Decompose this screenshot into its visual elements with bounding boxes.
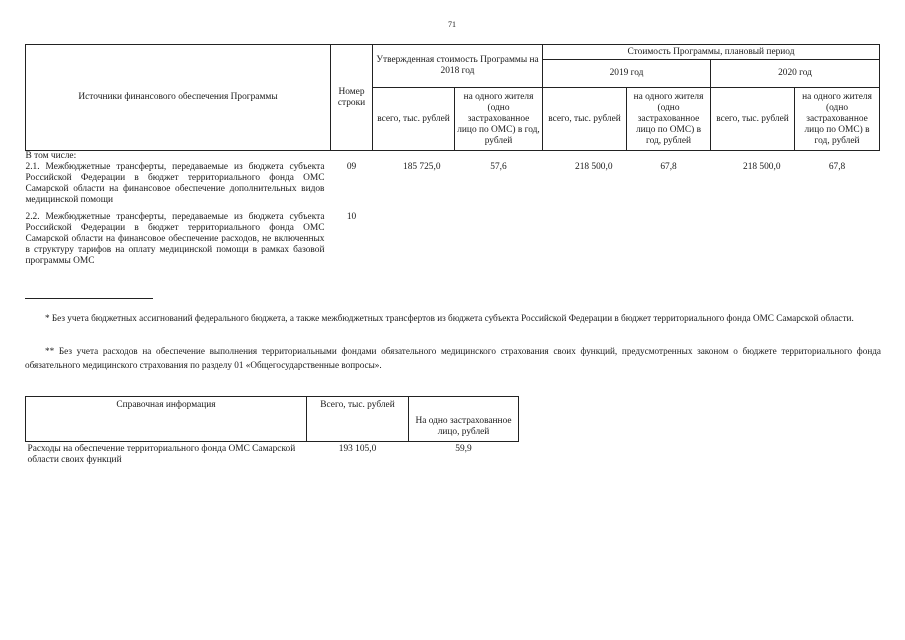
cell-2019-total [543, 206, 627, 267]
header-planned-period: Стоимость Программы, плановый период [543, 45, 880, 60]
row-number [331, 151, 373, 163]
cell-2019-total [543, 151, 627, 163]
ref-header-total: Всего, тыс. рублей [307, 397, 409, 442]
cell-2019-per-person [627, 151, 711, 163]
cell-2018-total [373, 206, 455, 267]
row-source: В том числе: [25, 151, 77, 161]
reference-info-table [25, 396, 519, 466]
header-2019-total: всего, тыс. рублей [543, 88, 627, 151]
header-sources: Источники финансового обеспечения Программы [26, 45, 331, 151]
ref-row-per-person: 59,9 [455, 444, 472, 454]
cell-2020-total: 218 500,0 [743, 162, 781, 172]
cell-2020-total [711, 206, 795, 267]
cell-2018-total: 185 725,0 [403, 162, 441, 172]
footnote-separator [25, 298, 153, 299]
footnote-2-mark: ** [45, 346, 55, 356]
footnote-1 [25, 311, 881, 325]
header-row-number: Номер строки [331, 45, 373, 151]
cell-2018-per-person [455, 151, 543, 163]
table-row [26, 151, 880, 163]
table-row [26, 206, 880, 267]
row-source: 2.2. Межбюджетные трансферты, передаваемые из бюджета субъекта Российской Федерации в бюджет территориального фонда ОМС Самарской области на финансовое обеспечение расходов, не включенных в структуру тарифов на оплату медицинской помощи в рамках базовой программы ОМС [25, 212, 325, 266]
header-2020-per-person: на одного жителя (одно застрахованное лицо по ОМС) в год, рублей [795, 88, 880, 151]
ref-row-total: 193 105,0 [338, 444, 377, 454]
row-source: 2.1. Межбюджетные трансферты, передаваемые из бюджета субъекта Российской Федерации в бюджет территориального фонда ОМС Самарской области на финансовое обеспечение дополнительных видов медицинской помощи [25, 162, 325, 205]
cell-2019-per-person: 67,8 [660, 162, 677, 172]
cell-2020-total [711, 151, 795, 163]
cell-2018-total [373, 151, 455, 163]
table-row [26, 442, 519, 467]
program-cost-table [25, 44, 880, 267]
header-2020-total: всего, тыс. рублей [711, 88, 795, 151]
header-year-2019: 2019 год [543, 60, 711, 88]
row-number: 10 [346, 212, 357, 222]
header-approved-2018: Утвержденная стоимость Программы на 2018 год [373, 45, 543, 88]
header-2018-total: всего, тыс. рублей [373, 88, 455, 151]
footnote-1-mark: * [45, 313, 50, 323]
table-row [26, 162, 880, 206]
row-number: 09 [346, 162, 357, 172]
ref-header-per-person: На одно застрахованное лицо, рублей [409, 397, 519, 442]
header-2019-per-person: на одного жителя (одно застрахованное лицо по ОМС) в год, рублей [627, 88, 711, 151]
cell-2020-per-person [795, 206, 880, 267]
cell-2018-per-person [455, 206, 543, 267]
ref-header-info: Справочная информация [26, 397, 307, 442]
cell-2020-per-person [795, 151, 880, 163]
ref-row-label: Расходы на обеспечение территориального фонда ОМС Самарской области своих функций [27, 444, 296, 465]
footnote-2-text: Без учета расходов на обеспечение выполнения территориальными фондами обязательного медицинского страхования своих функций, предусмотренных законом о бюджете территориального фонда обязательного медицинского страхования по разделу 01 «Общегосударственные вопросы». [25, 346, 881, 370]
cell-2019-per-person [627, 206, 711, 267]
cell-2020-per-person: 67,8 [828, 162, 846, 172]
cell-2018-per-person: 57,6 [490, 162, 507, 172]
header-2018-per-person: на одного жителя (одно застрахованное лицо по ОМС) в год, рублей [455, 88, 543, 151]
footnote-1-text: Без учета бюджетных ассигнований федерального бюджета, а также межбюджетных трансфертов из бюджета субъекта Российской Федерации в бюджет территориального фонда ОМС Самарской области. [51, 313, 854, 323]
header-year-2020: 2020 год [711, 60, 880, 88]
footnote-2 [25, 344, 881, 372]
page-number: 71 [448, 20, 456, 29]
cell-2019-total: 218 500,0 [575, 162, 613, 172]
